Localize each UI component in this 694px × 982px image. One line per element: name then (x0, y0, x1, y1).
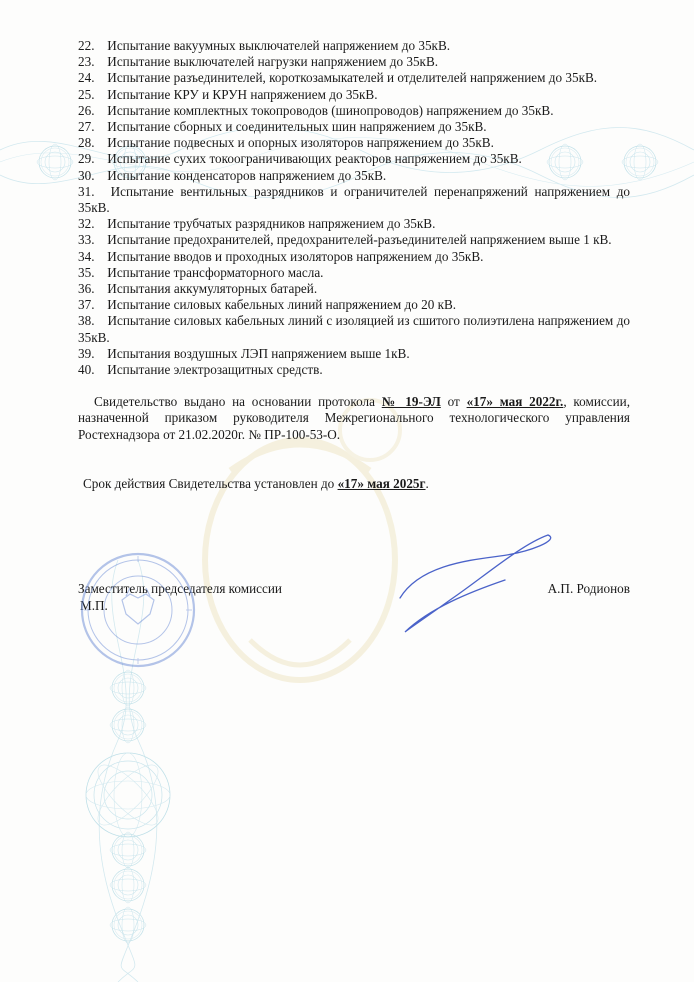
list-item-number: 23. (78, 54, 95, 70)
list-item-text: Испытания аккумуляторных батарей. (107, 281, 318, 297)
list-item (78, 168, 630, 184)
list-item-number: 30. (78, 167, 95, 183)
issuance-paragraph (78, 394, 630, 443)
list-item-text: Испытание вводов и проходных изоляторов напряжением до 35кВ. (107, 248, 484, 264)
list-item-number: 36. (78, 281, 95, 297)
list-item-text: Испытание сборных и соединительных шин напряжением до 35кВ. (107, 119, 487, 135)
list-item-text: Испытание трубчатых разрядников напряжением до 35кВ. (107, 216, 436, 232)
list-item-text: Испытание сухих токоограничивающих реакторов напряжением до 35кВ. (107, 151, 522, 167)
list-item (78, 297, 630, 313)
list-item-number: 34. (78, 248, 95, 264)
from-word: от (447, 394, 460, 410)
protocol-date: «17» мая 2022г. (466, 394, 564, 410)
list-item (78, 151, 630, 167)
list-item (78, 184, 630, 216)
list-item (78, 103, 630, 119)
protocol-number: № 19-ЭЛ (381, 394, 441, 410)
list-item (78, 281, 630, 297)
list-item-text: Испытание силовых кабельных линий с изоляцией из сшитого полиэтилена напряжением до 35кВ. (78, 313, 631, 345)
list-item-text: Испытание трансформаторного масла. (107, 264, 324, 280)
list-item-text: Испытание конденсаторов напряжением до 35кВ. (107, 167, 387, 183)
list-item (78, 54, 630, 70)
list-item (78, 362, 630, 378)
list-item-number: 29. (78, 151, 95, 167)
list-item-text: Испытание подвесных и опорных изоляторов напряжением до 35кВ. (107, 135, 494, 151)
list-item (78, 119, 630, 135)
vertical-guilloche-band (86, 560, 170, 982)
list-item-number: 22. (78, 38, 95, 53)
list-item (78, 313, 630, 345)
list-item (78, 87, 630, 103)
list-item-number: 33. (78, 232, 95, 248)
list-item-text: Испытание предохранителей, предохранителей-разъединителей напряжением выше 1 кВ. (107, 232, 612, 248)
list-item-number: 40. (78, 362, 95, 378)
list-item (78, 38, 630, 54)
list-item (78, 232, 630, 248)
list-item-number: 31. (78, 183, 95, 199)
list-item-text: Испытание выключателей нагрузки напряжением до 35кВ. (107, 54, 439, 70)
validity-text: Срок действия Свидетельства установлен до (83, 475, 335, 491)
stamp-place-label: М.П. (80, 598, 108, 613)
issuance-rest: , комиссии, назначенной приказом руководителя Межрегионального технологического управления Ростехнадзора от 21.02.2020г. № ПР-100-53-О. (78, 394, 631, 442)
test-types-list (78, 38, 630, 378)
list-item-text: Испытание силовых кабельных линий напряжением до 20 кВ. (107, 297, 457, 313)
issuance-intro: Свидетельство выдано на основании протокола (94, 394, 375, 410)
list-item-number: 25. (78, 86, 95, 102)
list-item (78, 346, 630, 362)
list-item-text: Испытание электрозащитных средств. (107, 362, 323, 378)
list-item-number: 24. (78, 70, 95, 86)
certificate-page (78, 38, 630, 505)
list-item-text: Испытания воздушных ЛЭП напряжением выше 1кВ. (107, 345, 410, 361)
list-item-text: Испытание разъединителей, короткозамыкателей и отделителей напряжением до 35кВ. (107, 70, 598, 86)
list-item-number: 39. (78, 345, 95, 361)
list-item (78, 265, 630, 281)
list-item (78, 216, 630, 232)
list-item-number: 27. (78, 119, 95, 135)
list-item-number: 37. (78, 297, 95, 313)
list-item (78, 70, 630, 86)
list-item-text: Испытание КРУ и КРУН напряжением до 35кВ. (107, 86, 378, 102)
signatory-name: А.П. Родионов (547, 581, 630, 596)
list-item-number: 35. (78, 264, 95, 280)
validity-date: «17» мая 2025г (337, 475, 426, 491)
list-item-number: 32. (78, 216, 95, 232)
list-item (78, 249, 630, 265)
validity-line (78, 476, 630, 492)
list-item-text: Испытание вентильных разрядников и ограничителей перенапряжений напряжением до 35кВ. (78, 183, 631, 216)
list-item-number: 38. (78, 313, 95, 329)
signatory-title: Заместитель председателя комиссии (78, 581, 282, 596)
signature-block (78, 581, 630, 617)
validity-end: . (425, 475, 429, 491)
list-item-number: 28. (78, 135, 95, 151)
list-item-number: 26. (78, 102, 95, 118)
list-item-text: Испытание комплектных токопроводов (шинопроводов) напряжением до 35кВ. (107, 102, 554, 118)
list-item-text: Испытание вакуумных выключателей напряжением до 35кВ. (107, 38, 451, 53)
list-item (78, 135, 630, 151)
